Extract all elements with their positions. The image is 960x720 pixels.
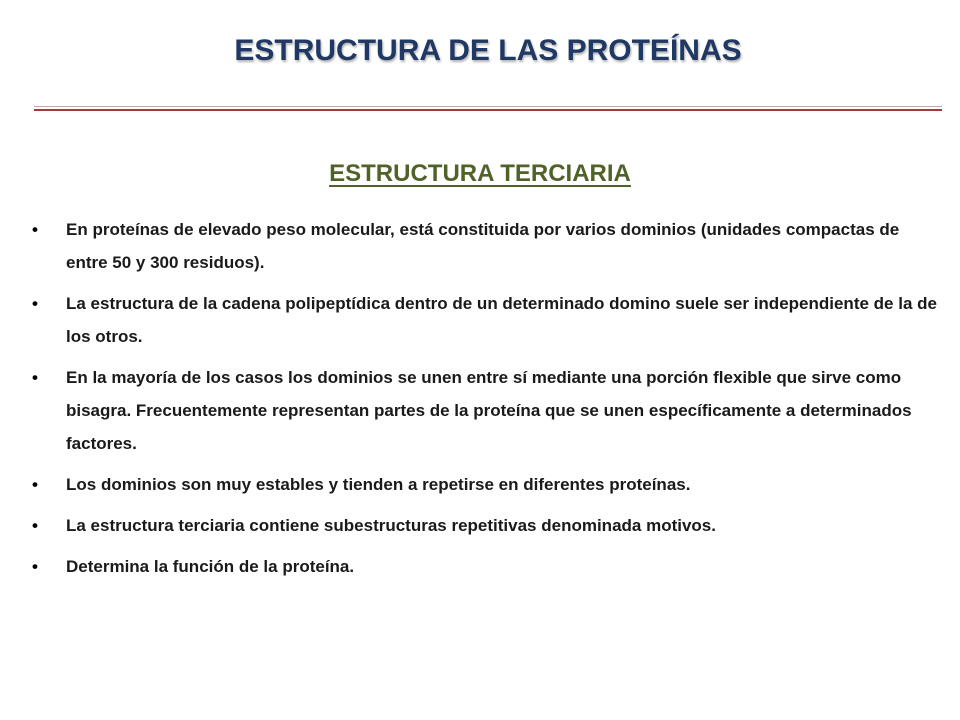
bullet-dot-icon: • [32,557,38,576]
slide-title: ESTRUCTURA DE LAS PROTEÍNAS [234,34,742,67]
bullet-item [32,213,944,279]
bullet-text: Los dominios son muy estables y tienden a repetirse en diferentes proteínas. [66,475,691,494]
title-divider-thin-line [34,106,942,107]
bullet-text: En proteínas de elevado peso molecular, está constituida por varios dominios (unidades compactas de entre 50 y 300 residuos). [66,220,900,272]
bullet-text: En la mayoría de los casos los dominios se unen entre sí mediante una porción flexible que sirve como bisagra. Frecuentemente representan partes de la proteína que se unen específicamente a determinados factores. [66,368,912,453]
bullet-list [32,213,944,591]
title-divider [34,106,942,112]
bullet-text: La estructura de la cadena polipeptídica dentro de un determinado domino suele ser independiente de la de los otros. [66,294,937,346]
bullet-item [32,287,944,353]
bullet-dot-icon: • [32,294,38,313]
bullet-dot-icon: • [32,220,38,239]
bullet-dot-icon: • [32,475,38,494]
bullet-text: La estructura terciaria contiene subestructuras repetitivas denominada motivos. [66,516,716,535]
bullet-item [32,361,944,460]
bullet-item [32,550,944,583]
bullet-text: Determina la función de la proteína. [66,557,355,576]
title-divider-thick-line [34,109,942,111]
bullet-dot-icon: • [32,516,38,535]
bullet-dot-icon: • [32,368,38,387]
bullet-item [32,509,944,542]
section-subtitle: ESTRUCTURA TERCIARIA [329,160,631,187]
bullet-item [32,468,944,501]
